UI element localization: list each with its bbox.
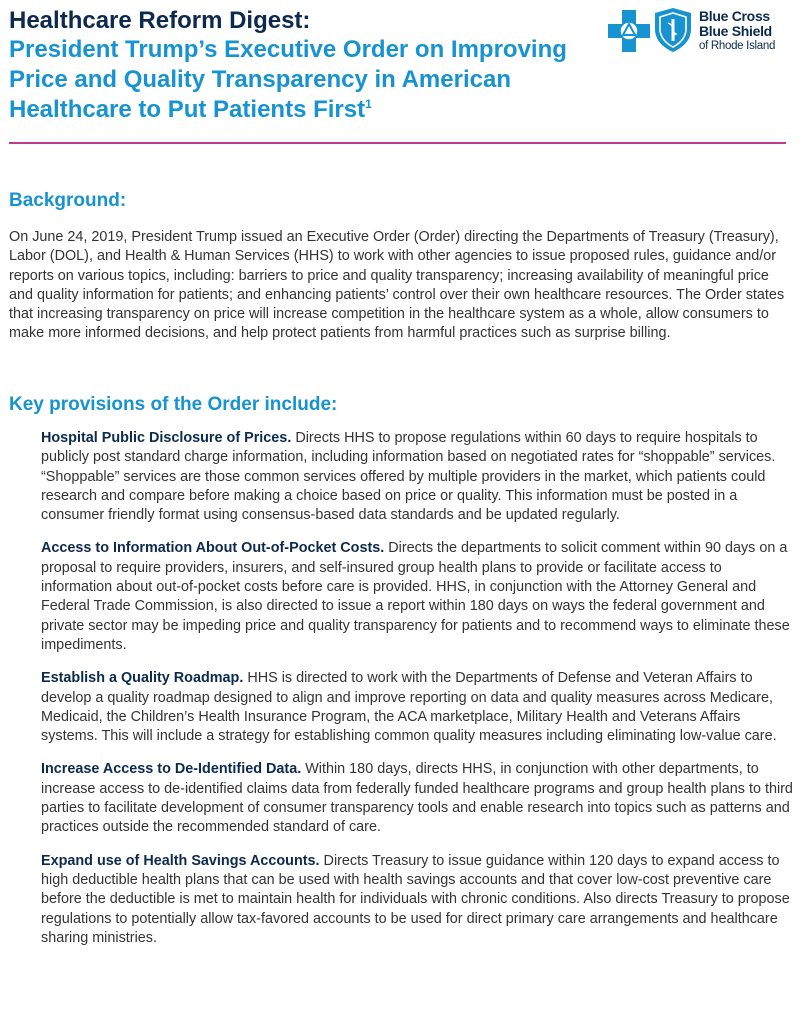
provision-text: Within 180 days, directs HHS, in conjunction with other departments, to increase access to de-identified claims data from federally funded healthcare programs and group health plans to third parties to facilitate development of consumer transparency tools and enable research into topics such as patterns and practices outside the recommended standard of care. [41,761,793,836]
logo-line-2: Blue Shield [699,23,772,39]
footnote-marker: 1 [365,97,372,111]
digest-title: Healthcare Reform Digest: [9,7,311,34]
provision-item [41,539,793,655]
page-title-text: President Trump’s Executive Order on Improving Price and Quality Transparency in American Healthcare to Put Patients First [9,36,567,123]
provision-text: HHS is directed to work with the Departments of Defense and Veteran Affairs to develop a quality roadmap designed to align and improve reporting on data and quality measures across Medicare, Medicaid, the Children’s Health Insurance Program, the ACA marketplace, Military Health and Veterans Affairs systems. This will include a strategy for establishing common quality measures including eliminating low-value care. [41,670,777,745]
provision-title: Access to Information About Out-of-Pocket Costs. [41,540,385,557]
provision-item [41,852,793,948]
provision-title: Hospital Public Disclosure of Prices. [41,430,292,446]
logo-text [699,9,775,54]
logo-line-3: of Rhode Island [699,40,776,52]
provision-text: Directs the departments to solicit comment within 90 days on a proposal to require providers, insurers, and self-insured group health plans to provide or facilitate access to information about out-of-pocket costs before care is provided. HHS, in conjunction with the Attorney General and Federal Trade Commission, is also directed to issue a report within 180 days on ways the federal government and private sector may be impeding price and quality transparency for patients and to recommend ways to eliminate these impediments. [41,540,790,653]
blue-shield-icon [654,7,692,53]
background-text: On June 24, 2019, President Trump issued an Executive Order (Order) directing the Departments of Treasury (Treasury), Labor (DOL), and Health & Human Services (HHS) to work with other agencies to issue proposed rules, guidance and/or reports on various topics, including: barriers to price and quality transparency; increasing availability of meaningful price and quality information for patients; and enhancing patients’ control over their own healthcare resources. The Order states that increasing transparency on price will increase competition in the healthcare system as a whole, allow consumers to make more informed decisions, and help protect patients from harmful practices such as surprise billing. [9,229,785,342]
background-heading: Background: [9,190,127,211]
provisions-list [41,429,793,962]
bcbs-logo [608,6,808,56]
provision-item [41,429,793,525]
blue-cross-icon [608,10,650,52]
provision-item [41,669,793,746]
provision-title: Establish a Quality Roadmap. [41,670,244,687]
logo-line-1: Blue Cross [699,8,770,24]
provision-title: Expand use of Health Savings Accounts. [41,852,320,869]
key-provisions-heading: Key provisions of the Order include: [9,394,338,415]
provision-title: Increase Access to De-Identified Data. [41,761,302,778]
header-divider [9,142,786,144]
page-title [9,35,609,125]
provision-text: Directs Treasury to issue guidance within 120 days to expand access to high deductible health plans that can be used with health savings accounts and that cover low-cost preventive care before the deductible is met to maintain health for individuals with chronic conditions. Also directs Treasury to propose regulations to potentially allow tax-favored accounts to be used for direct primary care arrangements and healthcare sharing ministries. [41,852,790,946]
provision-text: Directs HHS to propose regulations within 60 days to require hospitals to publicly post standard charge information, including information based on negotiated rates for “shoppable” services. “Shoppable” services are those common services offered by multiple providers in the market, which patients could research and compare before making a choice based on price or quality. This information must be posted in a consumer friendly format using consensus-based data standards and be updated regularly. [41,430,776,524]
provision-item [41,760,793,837]
header [9,6,609,125]
